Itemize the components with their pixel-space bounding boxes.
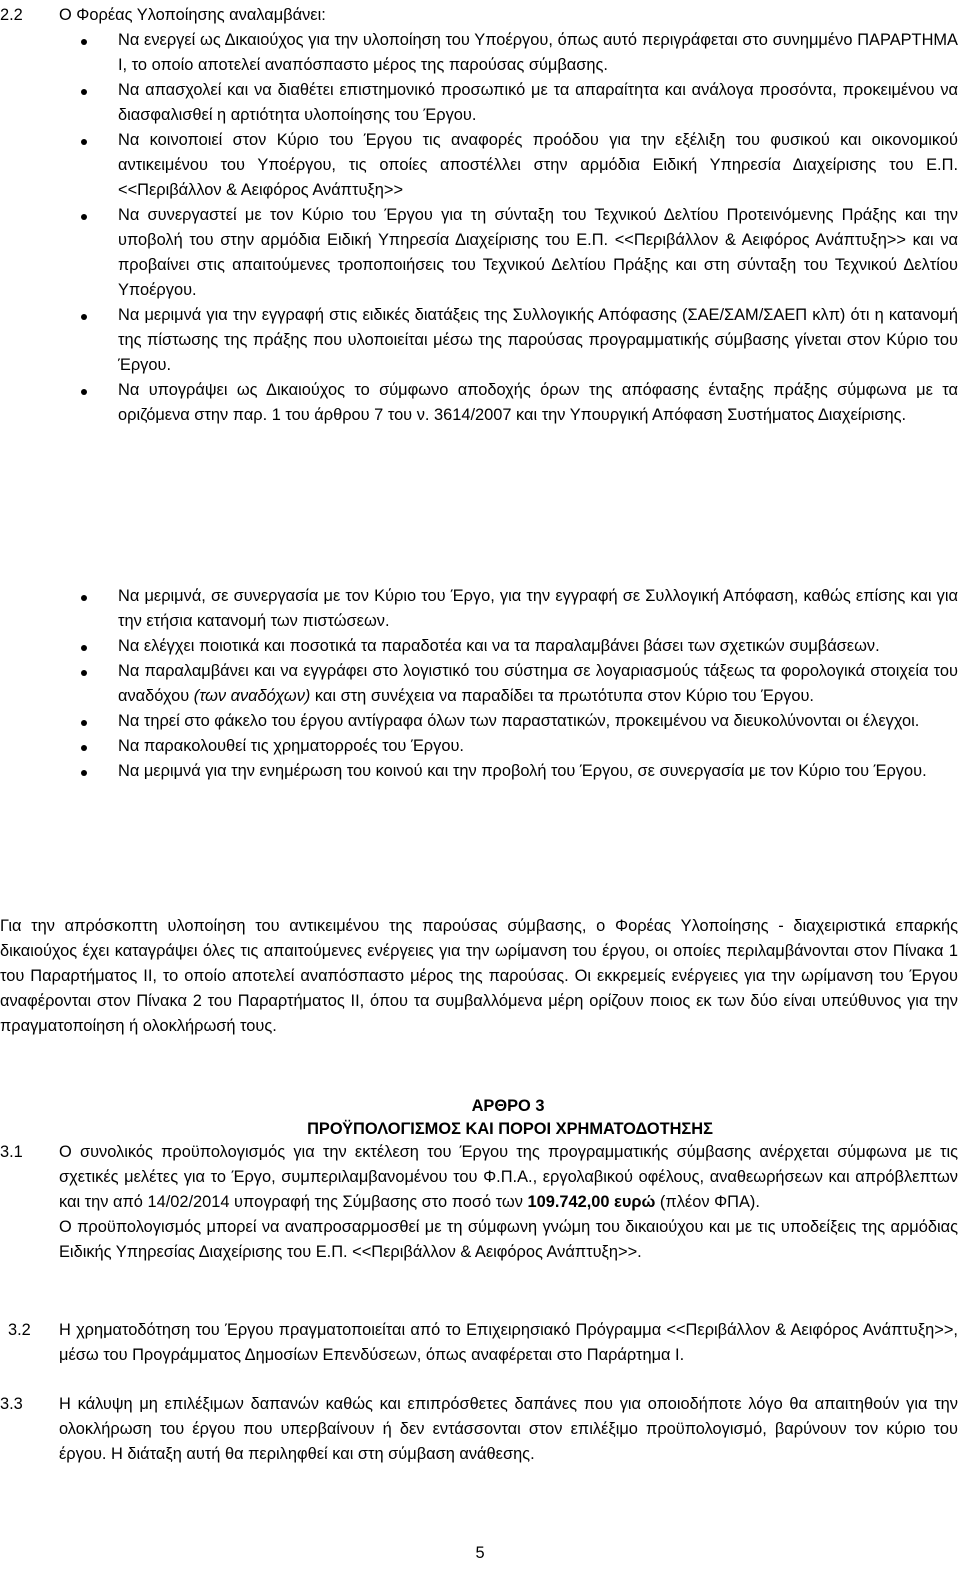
- list-item: Να παραλαμβάνει και να εγγράφει στο λογιστικό του σύστημα σε λογαριασμούς τάξεως τα φορολογικά στοιχεία του αναδόχου (των αναδόχων) και στη συνέχεια να παραδίδει τα πρωτότυπα στον Κύριο του Έργου.: [0, 659, 958, 709]
- section-text: Ο συνολικός προϋπολογισμός για την εκτέλεση του Έργου της προγραμματικής σύμβασης ανέρχεται σύμφωνα με τις σχετικές μελέτες για το Έργο, συμπεριλαμβανομένου του Φ.Π.Α., εργολαβικού οφέλους, αναθεωρήσεων και απρόβλεπτων και την από 14/02/2014 υπογραφή της Σύμβασης στο ποσό των 109.742,00 ευρώ (πλέον ΦΠΑ). Ο προϋπολογισμός μπορεί να αναπροσαρμοσθεί με τη σύμφωνη γνώμη του δικαιούχου και με τις υποδείξεις της αρμόδιας Ειδικής Υπηρεσίας Διαχείρισης του Ε.Π. <<Περιβάλλον & Αειφόρος Ανάπτυξη>>.: [59, 1143, 958, 1261]
- bullet-icon: [81, 214, 87, 220]
- page-number: 5: [475, 1544, 485, 1562]
- bullet-icon: [81, 645, 87, 651]
- bullet-icon: [81, 389, 87, 395]
- bullet-icon: [81, 770, 87, 776]
- list-item: Να τηρεί στο φάκελο του έργου αντίγραφα όλων των παραστατικών, προκειμένου να διευκολύνονται οι έλεγχοι.: [0, 709, 958, 734]
- section-number: 3.2: [8, 1321, 31, 1339]
- list-item: Να υπογράψει ως Δικαιούχος το σύμφωνο αποδοχής όρων της απόφασης ένταξης πράξης σύμφωνα με τα οριζόμενα στην παρ. 1 του άρθρου 7 του ν. 3614/2007 και την Υπουργική Απόφαση Συστήματος Διαχείρισης.: [0, 378, 958, 428]
- section-text: Η κάλυψη μη επιλέξιμων δαπανών καθώς και επιπρόσθετες δαπάνες που για οποιοδήποτε λόγο θα απαιτηθούν για την ολοκλήρωση του έργου που υπερβαίνουν ή δεν εντάσσονται στον επιλέξιμο προϋπολογισμό, βαρύνουν τον κύριο του έργου. Η διάταξη αυτή θα περιληφθεί και στη σύμβαση ανάθεσης.: [59, 1395, 958, 1463]
- bullet-icon: [81, 595, 87, 601]
- article-number: ΑΡΘΡΟ 3: [471, 1097, 545, 1115]
- list-item: Να απασχολεί και να διαθέτει επιστημονικό προσωπικό με τα απαραίτητα και ανάλογα προσόντα, προκειμένου να διασφαλισθεί η αρτιότητα υλοποίησης του Έργου.: [0, 78, 958, 128]
- section-number: 3.1: [0, 1143, 23, 1161]
- bullet-list-a: [0, 28, 958, 428]
- bullet-icon: [81, 89, 87, 95]
- bullet-icon: [81, 314, 87, 320]
- bullet-icon: [81, 139, 87, 145]
- section-number: 2.2: [0, 6, 23, 24]
- italic-text: (των αναδόχων): [193, 687, 311, 705]
- list-item: Να ελέγχει ποιοτικά και ποσοτικά τα παραδοτέα και να τα παραλαμβάνει βάσει των σχετικών συμβάσεων.: [0, 634, 958, 659]
- list-item: Να ενεργεί ως Δικαιούχος για την υλοποίηση του Υποέργου, όπως αυτό περιγράφεται στο συνημμένο ΠΑΡΑΡΤΗΜΑ Ι, το οποίο αποτελεί αναπόσπαστο μέρος της παρούσας σύμβασης.: [0, 28, 958, 78]
- bullet-icon: [81, 39, 87, 45]
- bullet-icon: [81, 745, 87, 751]
- closing-paragraph: Για την απρόσκοπτη υλοποίηση του αντικειμένου της παρούσας σύμβασης, ο Φορέας Υλοποίησης - διαχειριστικά επαρκής δικαιούχος έχει καταγράψει όλες τις απαιτούμενες ενέργειες για την ωρίμανση του έργου, οι οποίες περιλαμβάνονται στον Πίνακα 1 του Παραρτήματος ΙΙ, το οποίο αποτελεί αναπόσπαστο μέρος της παρούσας. Οι εκκρεμείς ενέργειες για την ωρίμανση του Έργου αναφέρονται στον Πίνακα 2 του Παραρτήματος ΙΙ, όπου τα συμβαλλόμενα μέρη ορίζουν ποιος εκ των δύο είναι υπεύθυνος για την πραγματοποίηση ή ολοκλήρωσή τους.: [0, 917, 958, 1035]
- bullet-icon: [81, 720, 87, 726]
- list-item: Να μεριμνά, σε συνεργασία με τον Κύριο του Έργο, για την εγγραφή σε Συλλογική Απόφαση, καθώς επίσης και για την ετήσια κατανομή των πιστώσεων.: [0, 584, 958, 634]
- section-heading: Ο Φορέας Υλοποίησης αναλαμβάνει:: [59, 6, 326, 24]
- budget-amount: 109.742,00 ευρώ: [527, 1193, 656, 1211]
- list-item: Να κοινοποιεί στον Κύριο του Έργου τις αναφορές προόδου για την εξέλιξη του φυσικού και οικονομικού αντικειμένου του Υποέργου, τις οποίες αποστέλλει στην αρμόδια Ειδική Υπηρεσία Διαχείρισης του Ε.Π. <<Περιβάλλον & Αειφόρος Ανάπτυξη>>: [0, 128, 958, 203]
- bullet-list-b: [0, 584, 958, 784]
- section-text: Η χρηματοδότηση του Έργου πραγματοποιείται από το Επιχειρησιακό Πρόγραμμα <<Περιβάλλον & Αειφόρος Ανάπτυξη>>, μέσω του Προγράμματος Δημοσίων Επενδύσεων, όπως αναφέρεται στο Παράρτημα Ι.: [59, 1321, 958, 1364]
- list-item: Να παρακολουθεί τις χρηματορροές του Έργου.: [0, 734, 958, 759]
- article-title: ΠΡΟΫΠΟΛΟΓΙΣΜΟΣ ΚΑΙ ΠΟΡΟΙ ΧΡΗΜΑΤΟΔΟΤΗΣΗΣ: [307, 1120, 713, 1138]
- section-number: 3.3: [0, 1395, 23, 1413]
- list-item: Να μεριμνά για την εγγραφή στις ειδικές διατάξεις της Συλλογικής Απόφασης (ΣΑΕ/ΣΑΜ/ΣΑΕΠ κλπ) ότι η κατανομή της πίστωσης της πράξης που υλοποιείται μέσω της παρούσας προγραμματικής σύμβασης γίνεται στον Κύριο του Έργου.: [0, 303, 958, 378]
- list-item: Να μεριμνά για την ενημέρωση του κοινού και την προβολή του Έργου, σε συνεργασία με τον Κύριο του Έργου.: [0, 759, 958, 784]
- list-item: Να συνεργαστεί με τον Κύριο του Έργου για τη σύνταξη του Τεχνικού Δελτίου Προτεινόμενης Πράξης και την υποβολή του στην αρμόδια Ειδική Υπηρεσία Διαχείρισης του Ε.Π. <<Περιβάλλον & Αειφόρος Ανάπτυξη>> και να προβαίνει στις απαιτούμενες τροποποιήσεις του Τεχνικού Δελτίου Πράξης και στη σύνταξη του Τεχνικού Δελτίου Υποέργου.: [0, 203, 958, 303]
- bullet-icon: [81, 670, 87, 676]
